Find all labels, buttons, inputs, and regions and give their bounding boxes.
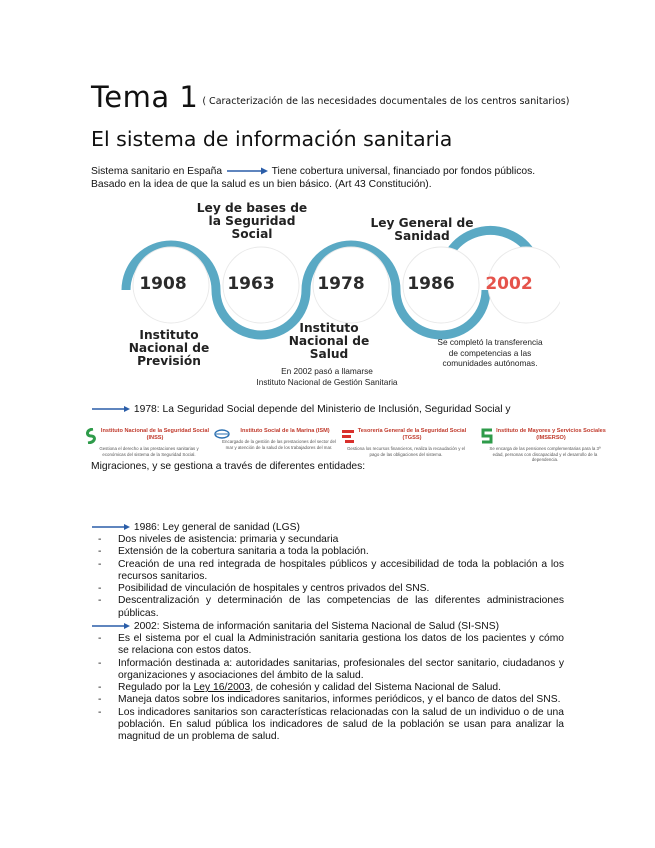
org-description: Se encarga de las pensiones complementarias para la 3ª edad, personas con discapacidad y el desarrollo de la dependencia.	[489, 446, 601, 463]
section-1986-list	[91, 534, 564, 620]
arrow-right-icon	[91, 405, 131, 413]
org-imserso	[484, 428, 606, 463]
org-name: Instituto Social de la Marina (ISM)	[240, 428, 330, 434]
timeline-year-2002: 2002	[485, 274, 533, 294]
list-item: - Dos niveles de asistencia: primaria y secundaria	[91, 534, 564, 546]
intro-line-1	[91, 165, 535, 178]
org-description: Encargado de la gestión de las prestaciones del sector del mar y atención de la salud de los trabajadores del mar.	[222, 439, 336, 450]
label-1978: Instituto Nacional de Salud	[288, 321, 370, 361]
list-item: - Información destinada a: autoridades sanitarias, profesionales del sector sanitario, ciudadanos y organizaciones y asociaciones del ámbito de la salud.	[91, 658, 564, 683]
section-2002-list	[91, 633, 564, 744]
org-tgss	[345, 428, 467, 457]
org-description: Gestiona el derecho a las prestaciones sanitarias y económicas del sistema de la Seguridad Social.	[99, 446, 199, 457]
section-1986-heading	[91, 521, 300, 534]
note-2002: Se completó la transferencia de competencias a las comunidades autónomas.	[437, 337, 543, 368]
list-item: - Los indicadores sanitarios son características relacionadas con la salud de un individuo o de una población. En salud pública los indicadores de salud de la población se usan para analizar la magnitud de un problema de salud.	[91, 707, 564, 744]
tema-subtitle: ( Caracterización de las necesidades documentales de los centros sanitarios)	[202, 96, 570, 107]
org-inss	[88, 428, 210, 457]
arrow-right-icon	[225, 167, 269, 175]
timeline-year-1978: 1978	[317, 274, 365, 294]
ism-logo-icon	[214, 428, 230, 440]
timeline-year-1908: 1908	[139, 274, 187, 294]
intro-left-text: Sistema sanitario en España	[91, 166, 223, 177]
org-name: Instituto de Mayores y Servicios Sociales (IMSERSO)	[496, 428, 606, 441]
intro-right-text: Tiene cobertura universal, financiado por fondos públicos.	[271, 166, 536, 177]
arrow-right-icon	[91, 523, 131, 531]
list-item-law: - Regulado por la Ley 16/2003, de cohesión y calidad del Sistema Nacional de Salud.	[91, 682, 564, 694]
timeline-graphic	[110, 198, 560, 388]
inss-logo-icon	[84, 428, 98, 444]
label-1986: Ley General de Sanidad	[370, 216, 474, 243]
list-item: - Creación de una red integrada de hospitales públicos y accesibilidad de toda la población a los recursos sanitarios.	[91, 559, 564, 584]
section-2002-title: 2002: Sistema de información sanitaria del Sistema Nacional de Salud (SI-SNS)	[133, 621, 500, 632]
org-name: Tesorería General de la Seguridad Social (TGSS)	[357, 428, 467, 441]
law-link[interactable]: Ley 16/2003	[193, 682, 251, 694]
timeline-year-1963: 1963	[227, 274, 275, 294]
list-item: - Descentralización y determinación de las competencias de las diferentes administraciones públicas.	[91, 595, 564, 620]
page-title	[91, 80, 569, 114]
note-1978: En 2002 pasó a llamarse Instituto Nacional de Gestión Sanitaria	[256, 366, 398, 387]
org-description: Gestiona los recursos financieros, realiza la recaudación y el pago de las obligaciones del sistema.	[346, 446, 466, 457]
tgss-logo-icon	[341, 428, 355, 444]
org-name: Instituto Nacional de la Seguridad Social (INSS)	[100, 428, 210, 441]
org-ism	[218, 428, 340, 450]
section-title: El sistema de información sanitaria	[91, 127, 453, 151]
tema-title: Tema 1	[91, 80, 199, 114]
list-item: - Es el sistema por el cual la Administración sanitaria gestiona los datos de los pacientes y cómo se relaciona con estos datos.	[91, 633, 564, 658]
label-1908: Instituto Nacional de Previsión	[128, 328, 210, 368]
section-2002-heading	[91, 620, 499, 633]
list-item: - Posibilidad de vinculación de hospitales y centros privados del SNS.	[91, 583, 564, 595]
timeline-year-1986: 1986	[407, 274, 455, 294]
list-item: - Maneja datos sobre los indicadores sanitarios, informes periódicos, y el banco de datos del SNS.	[91, 694, 564, 706]
imserso-logo-icon	[480, 428, 494, 444]
section-1986-title: 1986: Ley general de sanidad (LGS)	[133, 522, 300, 533]
list-item: - Extensión de la cobertura sanitaria a toda la población.	[91, 546, 564, 558]
section-1978-text: 1978: La Seguridad Social depende del Ministerio de Inclusión, Seguridad Social y	[133, 404, 511, 415]
label-1963: Ley de bases de la Seguridad Social	[196, 201, 308, 241]
section-1978-line	[91, 403, 511, 416]
intro-line-2: Basado en la idea de que la salud es un bien básico. (Art 43 Constitución).	[91, 179, 432, 190]
section-1978-continuation: Migraciones, y se gestiona a través de diferentes entidades:	[91, 461, 366, 472]
arrow-right-icon	[91, 622, 131, 630]
